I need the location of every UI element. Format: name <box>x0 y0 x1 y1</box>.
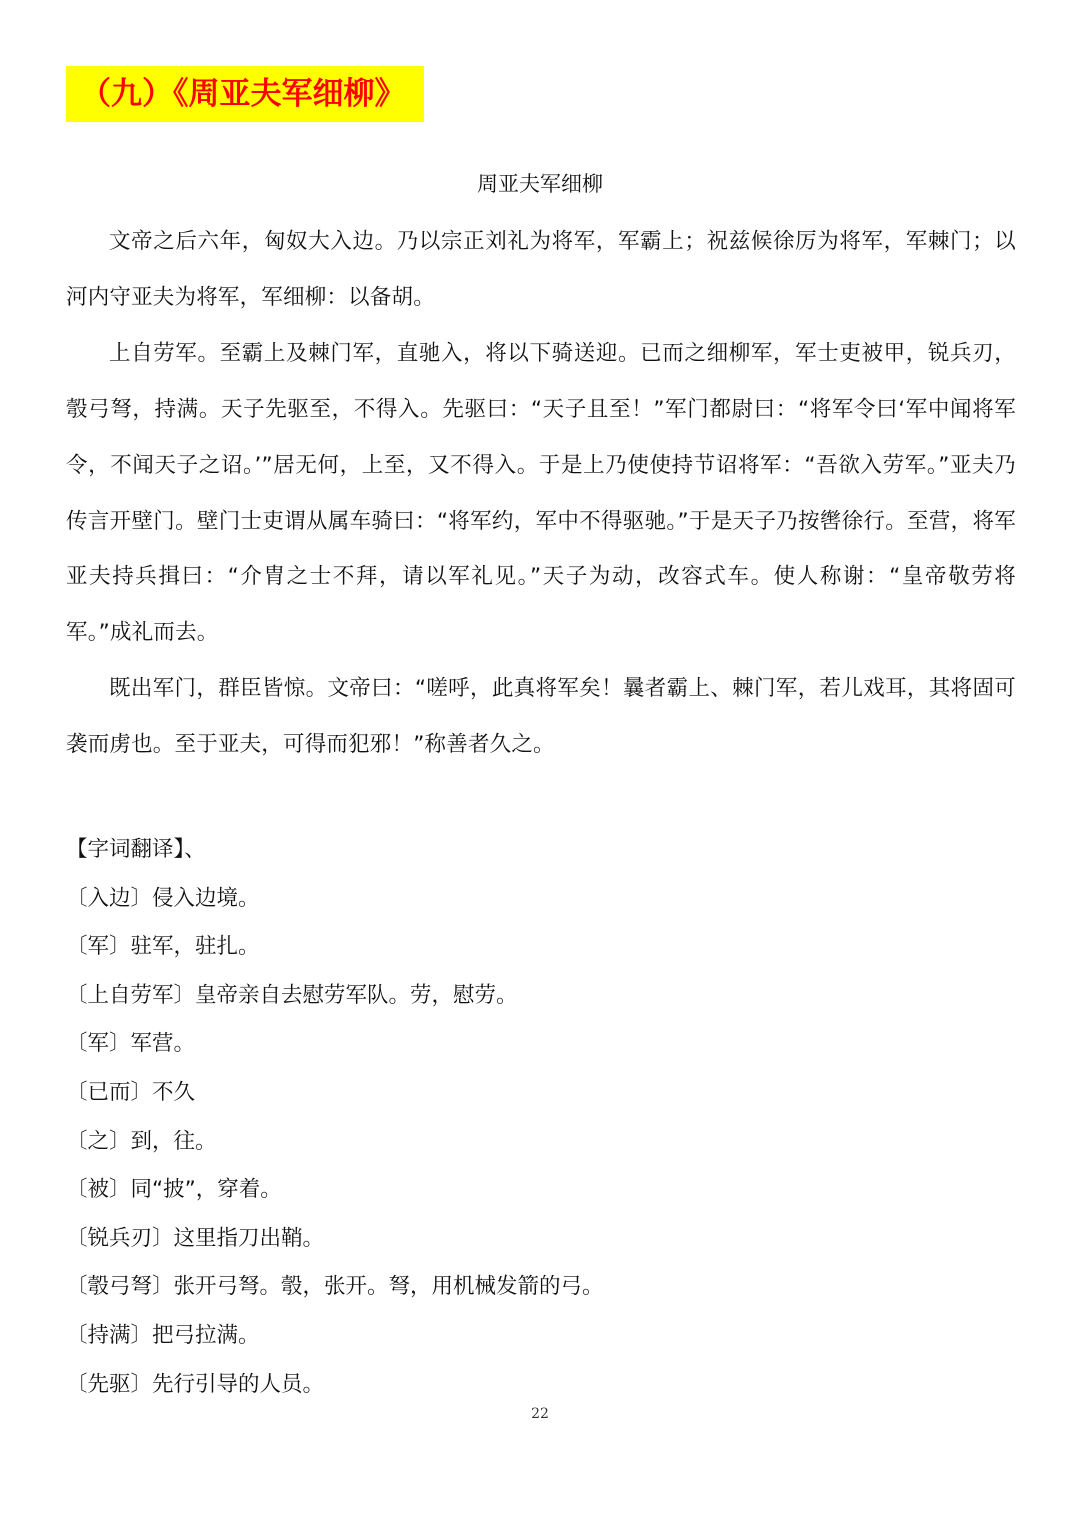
vocabulary-item: 〔被〕同“披”，穿着。 <box>66 1177 282 1203</box>
section-heading-highlight <box>66 66 424 122</box>
page-number: 22 <box>531 1406 549 1422</box>
vocabulary-item: 〔先驱〕先行引导的人员。 <box>66 1371 325 1397</box>
vocabulary-item: 〔彀弓弩〕张开弓弩。彀，张开。弩，用机械发箭的弓。 <box>66 1274 604 1300</box>
article-title: 周亚夫军细柳 <box>477 172 603 196</box>
vocabulary-item: 〔军〕军营。 <box>66 1031 196 1057</box>
vocabulary-item: 〔已而〕不久 <box>66 1079 196 1105</box>
vocabulary-item: 〔之〕到，往。 <box>66 1128 217 1154</box>
section-heading: （九）《周亚夫军细柳》 <box>80 76 406 112</box>
vocabulary-section <box>66 826 1016 1409</box>
paragraph: 既出军门，群臣皆惊。文帝曰：“嗟呼，此真将军矣！曩者霸上、棘门军，若儿戏耳，其将固可袭而虏也。至于亚夫，可得而犯邪！”称善者久之。 <box>66 676 1016 758</box>
vocabulary-item: 〔锐兵刃〕这里指刀出鞘。 <box>66 1225 325 1251</box>
paragraph: 文帝之后六年，匈奴大入边。乃以宗正刘礼为将军，军霸上；祝兹候徐厉为将军，军棘门；以河内守亚夫为将军，军细柳：以备胡。 <box>66 229 1016 310</box>
vocabulary-item: 〔军〕驻军，驻扎。 <box>66 934 260 960</box>
vocabulary-heading: 【字词翻译】、 <box>66 837 206 862</box>
paragraph: 上自劳军。至霸上及棘门军，直驰入，将以下骑送迎。已而之细柳军，军士吏被甲，锐兵刃，彀弓弩，持满。天子先驱至，不得入。先驱曰：“天子且至！”军门都尉曰：“将军令曰‘军中闻将军令，不闻天子之诏。’”居无何，上至，又不得入。于是上乃使使持节诏将军：“吾欲入劳军。”亚夫乃传言开壁门。壁门士吏谓从属车骑曰：“将军约，军中不得驱驰。”于是天子乃按辔徐行。至营，将军亚夫持兵揖曰：“介胄之士不拜，请以军礼见。”天子为动，改容式车。使人称谢：“皇帝敬劳将军。”成礼而去。 <box>66 340 1016 646</box>
vocabulary-item: 〔上自劳军〕皇帝亲自去慰劳军队。劳，慰劳。 <box>66 982 518 1008</box>
vocabulary-item: 〔入边〕侵入边境。 <box>66 885 260 911</box>
article-body <box>66 214 1016 773</box>
vocabulary-item: 〔持满〕把弓拉满。 <box>66 1322 260 1348</box>
